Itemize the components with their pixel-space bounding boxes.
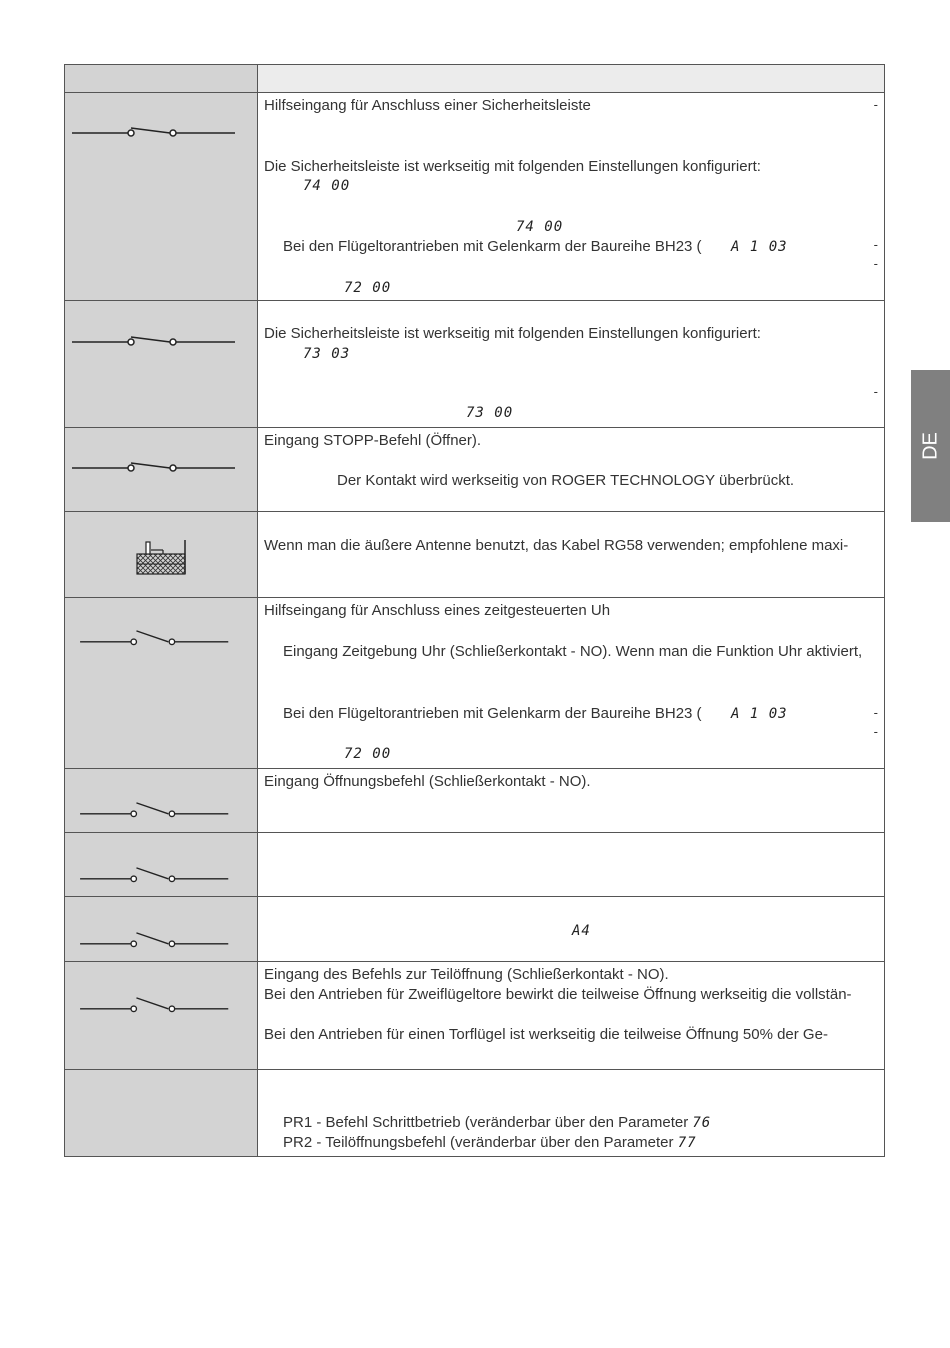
description-cell bbox=[258, 598, 885, 768]
description-cell bbox=[258, 897, 885, 961]
row-text: Bei den Antrieben für einen Torflügel ist werkseitig die teilweise Öffnung 50% der Ge- bbox=[264, 1026, 828, 1043]
symbol-cell bbox=[64, 897, 258, 961]
table-row bbox=[64, 833, 885, 897]
language-side-tab bbox=[911, 370, 950, 522]
table-row bbox=[64, 93, 885, 301]
table-row bbox=[64, 512, 885, 598]
row-text: Die Sicherheitsleiste ist werkseitig mit folgenden Einstellungen konfiguriert: bbox=[264, 325, 761, 342]
description-cell bbox=[258, 428, 885, 511]
antenna-icon bbox=[133, 538, 191, 578]
table-row bbox=[64, 598, 885, 769]
header-cell-left bbox=[64, 65, 258, 92]
language-label: DE bbox=[919, 432, 941, 460]
display-code: 72 00 bbox=[344, 746, 392, 762]
nc-contact-icon bbox=[65, 457, 257, 477]
symbol-cell bbox=[64, 598, 258, 768]
symbol-cell bbox=[64, 962, 258, 1069]
no-contact-icon bbox=[65, 802, 257, 822]
hyphen-mark: - bbox=[873, 256, 878, 271]
symbol-cell bbox=[64, 769, 258, 832]
row-text: Bei den Antrieben für Zweiflügeltore bewirkt die teilweise Öffnung werkseitig die vollstän- bbox=[264, 986, 852, 1003]
row-text: PR1 - Befehl Schrittbetrieb (veränderbar über den Parameter 76 bbox=[283, 1114, 712, 1131]
hyphen-mark: - bbox=[873, 237, 878, 252]
display-code: A 1 03 bbox=[731, 239, 788, 255]
row-text: Eingang Zeitgebung Uhr (Schließerkontakt - NO). Wenn man die Funktion Uhr aktiviert, bbox=[283, 643, 863, 660]
display-code: 72 00 bbox=[344, 280, 392, 296]
symbol-cell bbox=[64, 428, 258, 511]
symbol-cell bbox=[64, 833, 258, 896]
description-cell bbox=[258, 301, 885, 427]
symbol-cell bbox=[64, 1070, 258, 1156]
row-text: Der Kontakt wird werkseitig von ROGER TECHNOLOGY überbrückt. bbox=[337, 472, 795, 489]
table-row bbox=[64, 301, 885, 428]
table-row bbox=[64, 897, 885, 962]
display-code: 74 00 bbox=[303, 178, 351, 194]
row-text: Hilfseingang für Anschluss eines zeitgesteuerten Uh bbox=[264, 602, 611, 619]
hyphen-mark: - bbox=[873, 97, 878, 112]
symbol-cell bbox=[64, 93, 258, 300]
table-row bbox=[64, 962, 885, 1070]
table-row bbox=[64, 1070, 885, 1157]
row-text: Bei den Flügeltorantrieben mit Gelenkarm der Baureihe BH23 ( bbox=[283, 705, 702, 722]
symbol-cell bbox=[64, 301, 258, 427]
description-cell bbox=[258, 962, 885, 1069]
row-text: Eingang Öffnungsbefehl (Schließerkontakt - NO). bbox=[264, 773, 591, 790]
display-code: 74 00 bbox=[516, 219, 564, 235]
row-text: Hilfseingang für Anschluss einer Sicherheitsleiste bbox=[264, 97, 591, 114]
no-contact-icon bbox=[65, 997, 257, 1017]
table-header-row bbox=[64, 65, 885, 93]
nc-contact-icon bbox=[65, 331, 257, 351]
description-cell bbox=[258, 1070, 885, 1156]
display-code: A4 bbox=[572, 923, 591, 939]
description-cell bbox=[258, 833, 885, 896]
description-cell bbox=[258, 512, 885, 597]
nc-contact-icon bbox=[65, 122, 257, 142]
display-code: 73 00 bbox=[466, 405, 514, 421]
row-text: Die Sicherheitsleiste ist werkseitig mit folgenden Einstellungen konfiguriert: bbox=[264, 158, 761, 175]
row-text: PR2 - Teilöffnungsbefehl (veränderbar über den Parameter 77 bbox=[283, 1134, 697, 1151]
no-contact-icon bbox=[65, 932, 257, 952]
description-cell bbox=[258, 93, 885, 300]
display-code: A 1 03 bbox=[731, 706, 788, 722]
symbol-cell bbox=[64, 512, 258, 597]
no-contact-icon bbox=[65, 867, 257, 887]
hyphen-mark: - bbox=[873, 384, 878, 399]
description-cell bbox=[258, 769, 885, 832]
no-contact-icon bbox=[65, 630, 257, 650]
row-text: Bei den Flügeltorantrieben mit Gelenkarm der Baureihe BH23 ( bbox=[283, 238, 702, 255]
hyphen-mark: - bbox=[873, 724, 878, 739]
terminal-table bbox=[64, 64, 885, 1157]
row-text: Wenn man die äußere Antenne benutzt, das Kabel RG58 verwenden; empfohlene maxi- bbox=[264, 537, 849, 554]
row-text: Eingang STOPP-Befehl (Öffner). bbox=[264, 432, 482, 449]
row-text: Eingang des Befehls zur Teilöffnung (Schließerkontakt - NO). bbox=[264, 966, 669, 983]
hyphen-mark: - bbox=[873, 705, 878, 720]
display-code: 73 03 bbox=[303, 346, 351, 362]
table-row bbox=[64, 769, 885, 833]
table-row bbox=[64, 428, 885, 512]
header-cell-right bbox=[258, 65, 885, 92]
